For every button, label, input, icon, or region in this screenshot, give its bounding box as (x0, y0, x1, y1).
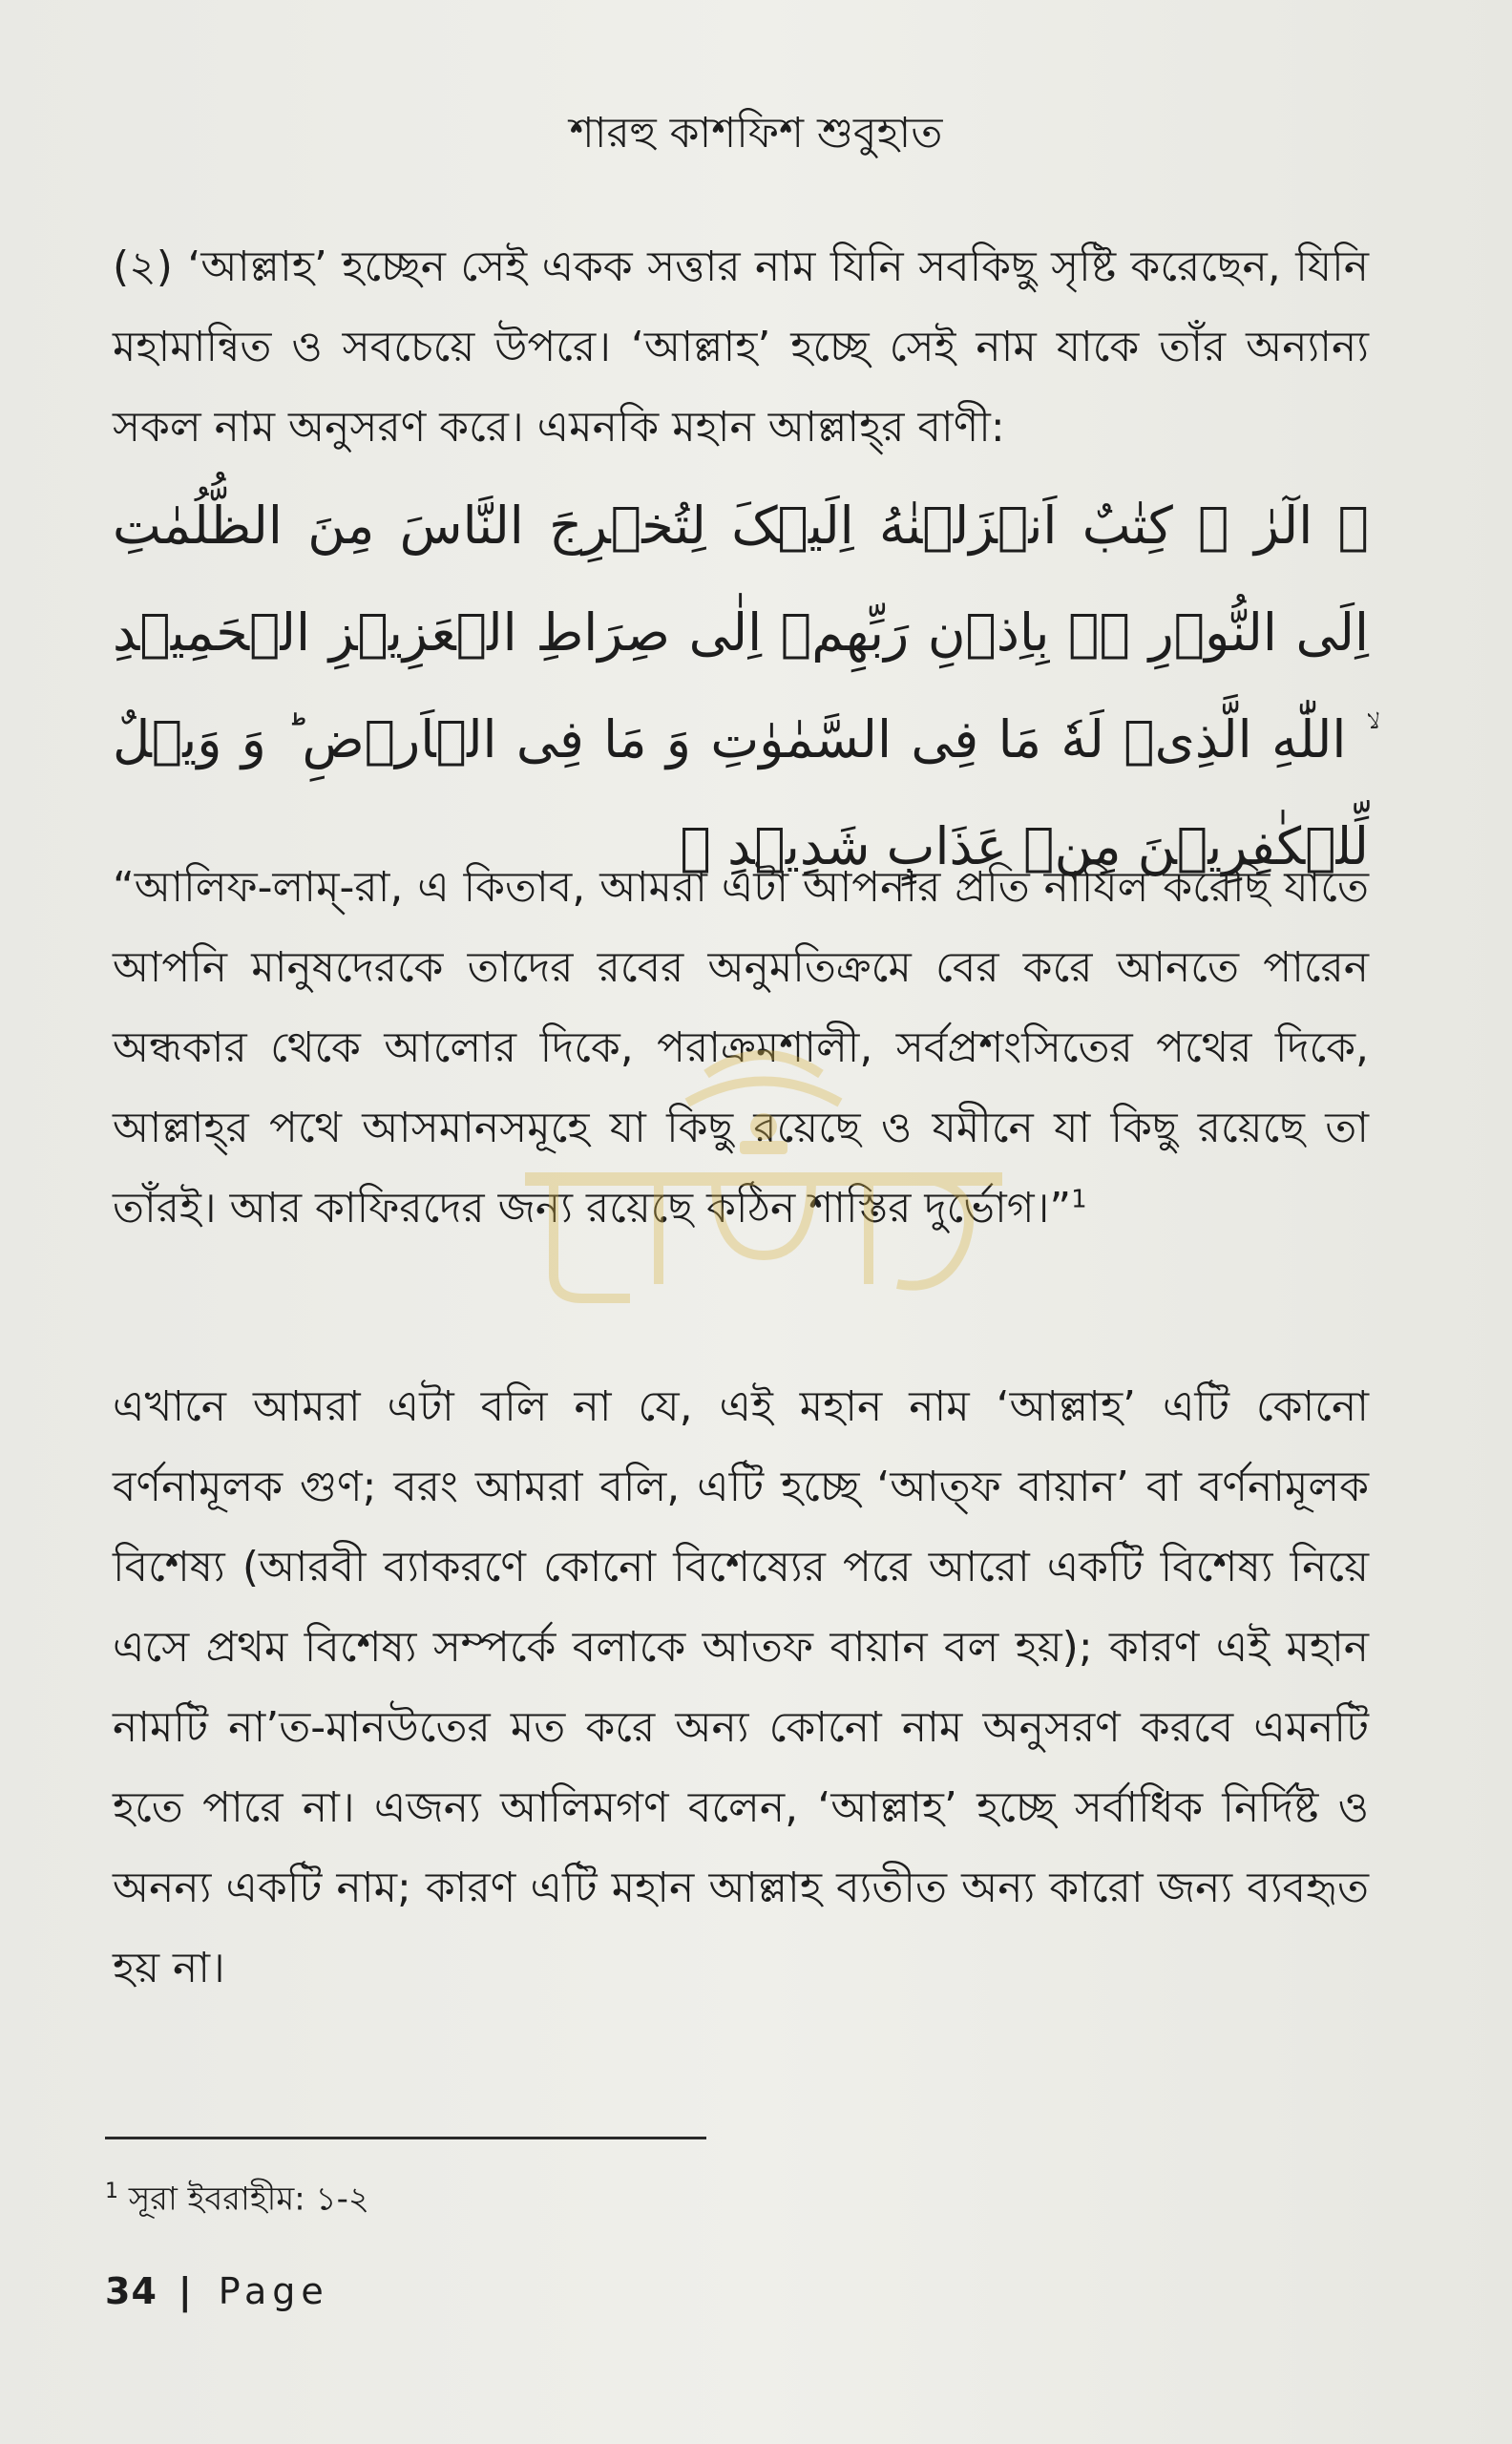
paragraph-3: এখানে আমরা এটা বলি না যে, এই মহান নাম ‘আল্লাহ’ এটি কোনো বর্ণনামূলক গুণ; বরং আমরা বলি, এটি হচ্ছে ‘আত্‌ফ বায়ান’ বা বর্ণনামূলক বিশেষ্য (আরবী ব্যাকরণে কোনো বিশেষ্যের পরে আরো একটি বিশেষ্য নিয়ে এসে প্রথম বিশেষ্য সম্পর্কে বলাকে আতফ বায়ান বল হয়); কারণ এই মহান নামটি না’ত-মানউতের মত করে অন্য কোনো নাম অনুসরণ করবে এমনটি হতে পারে না। এজন্য আলিমগণ বলেন, ‘আল্লাহ’ হচ্ছে সর্বাধিক নির্দিষ্ট ও অনন্য একটি নাম; কারণ এটি মহান আল্লাহ ব্যতীত অন্য কারো জন্য ব্যবহৃত হয় না। (113, 1382, 1369, 1992)
footnote-text: সূরা ইবরাহীম: ১-২ (128, 2180, 369, 2219)
footnote-number: 1 (105, 2180, 118, 2203)
page-footer (105, 2263, 329, 2320)
page-number: 34 (105, 2270, 158, 2312)
translation-text: “আলিফ-লাম্-রা, এ কিতাব, আমরা এটা আপনার প্রতি নাযিল করেছি যাতে আপনি মানুষদেরকে তাদের রবের অনুমতিক্রমে বের করে আনতে পারেন অন্ধকার থেকে আলোর দিকে, পরাক্রমশালী, সর্বপ্রশংসিতের পথের দিকে, আল্লাহ্‌র পথে আসমানসমূহে যা কিছু রয়েছে ও যমীনে যা কিছু রয়েছে তা তাঁরই। আর কাফিরদের জন্য রয়েছে কঠিন শাস্তির দুর্ভোগ।” (113, 863, 1369, 1233)
page-label: Page (218, 2270, 329, 2312)
page-separator: | (178, 2270, 198, 2312)
footnote-divider (105, 2137, 706, 2139)
paragraph-1: (২) ‘আল্লাহ’ হচ্ছেন সেই একক সত্তার নাম যিনি সবকিছু সৃষ্টি করেছেন, যিনি মহামান্বিত ও সবচেয়ে উপরে। ‘আল্লাহ’ হচ্ছে সেই নাম যাকে তাঁর অন্যান্য সকল নাম অনুসরণ করে। এমনকি মহান আল্লাহ্‌র বাণী: (113, 242, 1369, 452)
running-head: শারহু কাশফিশ শুবুহাত (569, 109, 943, 158)
footnote-reference: 1 (1071, 1185, 1087, 1214)
footnote (105, 2169, 369, 2222)
quran-verse: ﴿ الٓرٰ ۚ كِتٰبٌ اَنۡزَلۡنٰهُ اِلَیۡکَ لِتُخۡرِجَ النَّاسَ مِنَ الظُّلُمٰتِ اِلَی النُّوۡرِ ۬ۙ بِاِذۡنِ رَبِّهِمۡ اِلٰی صِرَاطِ الۡعَزِیۡزِ الۡحَمِیۡدِ ۙ اللّٰهِ الَّذِیۡ لَهٗ مَا فِی السَّمٰوٰتِ وَ مَا فِی الۡاَرۡضِ ؕ وَ وَیۡلٌ لِّلۡکٰفِرِیۡنَ مِنۡ عَذَابٍ شَدِیۡدِ ﴾ (113, 495, 1369, 876)
paragraph-2-translation (113, 848, 1369, 1249)
